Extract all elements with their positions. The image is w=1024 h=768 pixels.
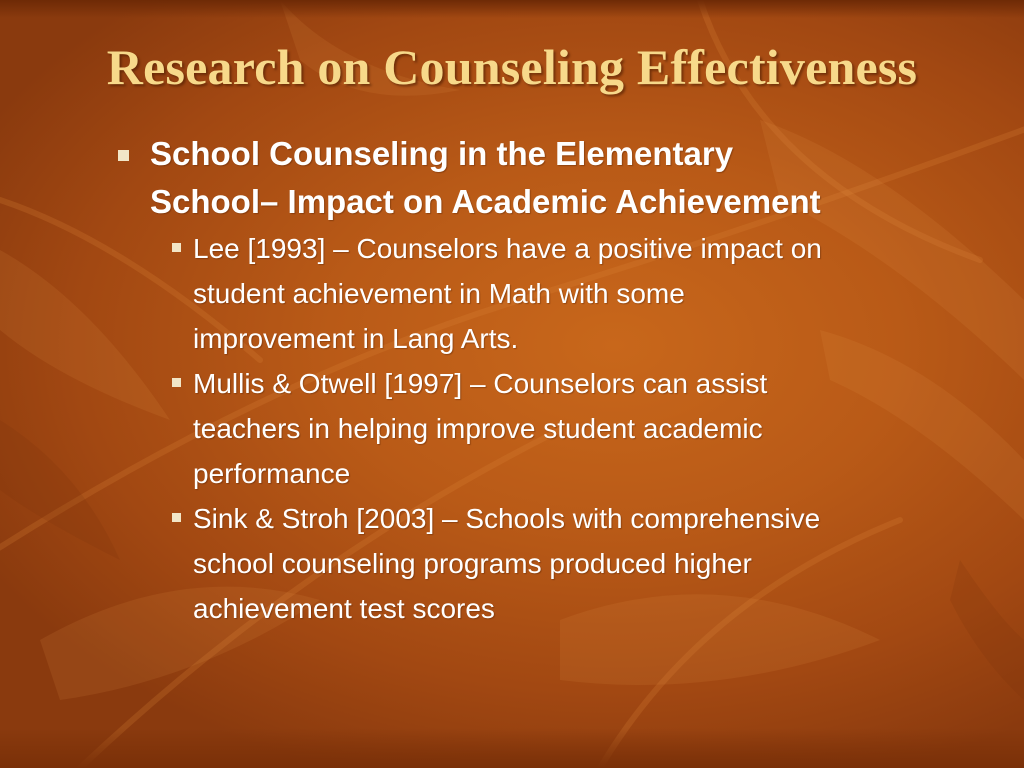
sub-point-line: school counseling programs produced higher [193,548,752,579]
top-shade [0,0,1024,18]
sub-point-line: Sink & Stroh [2003] – Schools with comprehensive [193,503,821,534]
slide-body [118,130,978,631]
sub-point-line: student achievement in Math with some [193,278,685,309]
sub-point-line: Mullis & Otwell [1997] – Counselors can assist [193,368,768,399]
sub-point-line: teachers in helping improve student academic [193,413,763,444]
square-bullet-icon [172,243,181,252]
sub-point-line: performance [193,458,351,489]
sub-bullet-sink-stroh-2003 [118,496,978,631]
sub-bullet-lee-1993 [118,226,978,361]
sub-bullet-mullis-otwell-1997 [118,361,978,496]
square-bullet-icon [118,150,129,161]
square-bullet-icon [172,513,181,522]
main-point-line-2: School– Impact on Academic Achievement [150,183,821,220]
sub-point-line: improvement in Lang Arts. [193,323,519,354]
sub-point-line: Lee [1993] – Counselors have a positive impact on [193,233,822,264]
bottom-shade [0,728,1024,768]
square-bullet-icon [172,378,181,387]
main-point-line-1: School Counseling in the Elementary [150,135,734,172]
sub-point-line: achievement test scores [193,593,495,624]
main-bullet-point [118,130,978,226]
sub-bullet-list [118,226,978,631]
slide-title: Research on Counseling Effectiveness [106,39,918,95]
